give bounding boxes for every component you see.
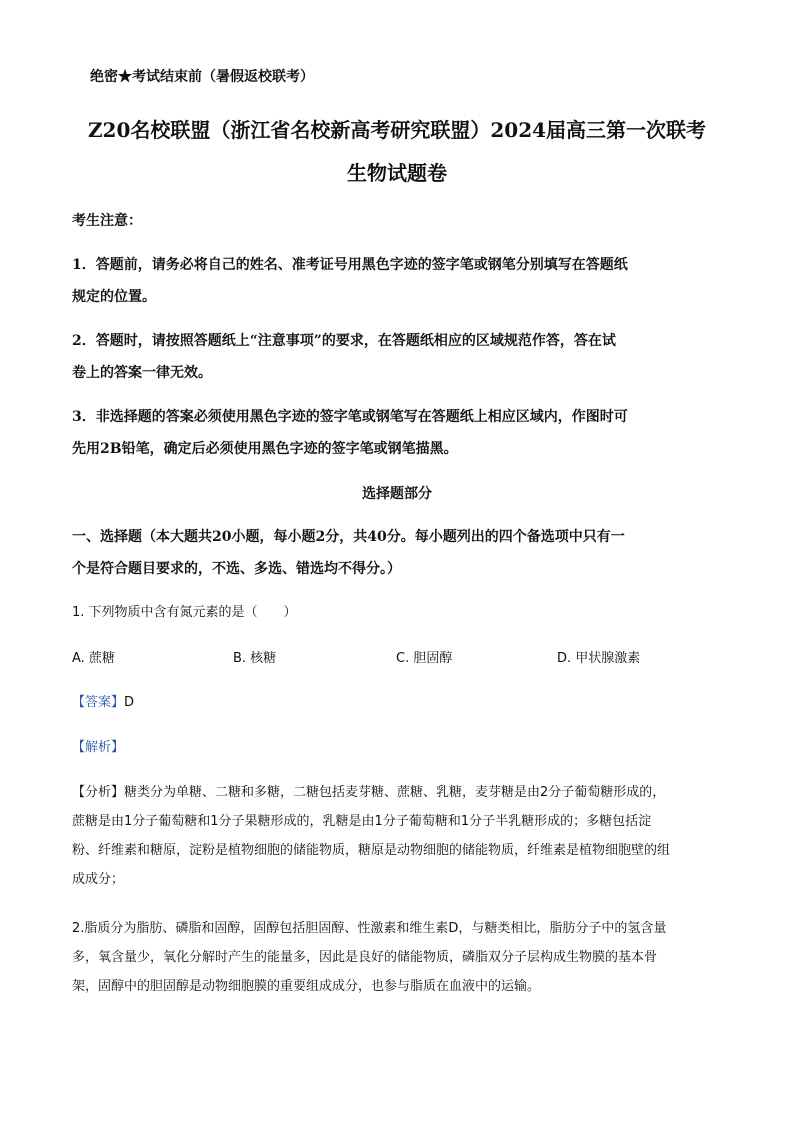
analysis-line-4: 成成分； [72, 872, 125, 887]
question-stem: 1. 下列物质中含有氮元素的是（ ） [72, 605, 297, 620]
option-b: B. 核糖 [233, 651, 277, 666]
notice-item-3-line-2: 先用2B铅笔，确定后必须使用黑色字迹的签字笔或钢笔描黑。 [72, 441, 458, 457]
notice-item-2-line-2: 卷上的答案一律无效。 [72, 365, 212, 381]
exam-subtitle: 生物试题卷 [347, 161, 447, 185]
analysis-line-2: 蔗糖是由1分子葡萄糖和1分子果糖形成的，乳糖是由1分子葡萄糖和1分子半乳糖形成的；多糖包括淀 [72, 814, 652, 829]
point2-line-2: 多，氧含量少，氧化分解时产生的能量多，因此是良好的储能物质，磷脂双分子层构成生物膜的基本骨 [72, 950, 658, 965]
analysis-line-3: 粉、纤维素和糖原，淀粉是植物细胞的储能物质，糖原是动物细胞的储能物质，纤维素是植物细胞壁的组 [72, 843, 671, 858]
notice-item-3-line-1: 3．非选择题的答案必须使用黑色字迹的签字笔或钢笔写在答题纸上相应区域内，作图时可 [72, 409, 628, 425]
notice-heading: 考生注意： [72, 213, 142, 229]
analysis-line-1: 【分析】糖类分为单糖、二糖和多糖，二糖包括麦芽糖、蔗糖、乳糖，麦芽糖是由2分子葡萄糖形成的， [72, 785, 666, 800]
section-instructions-line-1: 一、选择题（本大题共20小题，每小题2分，共40分。每小题列出的四个备选项中只有一 [72, 529, 625, 545]
analysis-tag: 【解析】 [72, 740, 125, 755]
answer-value: D [124, 695, 135, 710]
section-title: 选择题部分 [362, 486, 432, 502]
notice-item-2-line-1: 2．答题时，请按照答题纸上“注意事项”的要求，在答题纸相应的区域规范作答，答在试 [72, 333, 616, 349]
notice-item-1-line-2: 规定的位置。 [72, 289, 156, 305]
notice-item-1-line-1: 1．答题前，请务必将自己的姓名、准考证号用黑色字迹的签字笔或钢笔分别填写在答题纸 [72, 257, 628, 273]
section-instructions-line-2: 个是符合题目要求的，不选、多选、错选均不得分。） [72, 561, 401, 577]
secret-label: 绝密★考试结束前（暑假返校联考） [90, 69, 314, 85]
exam-title: Z20名校联盟（浙江省名校新高考研究联盟）2024届高三第一次联考 [87, 118, 707, 142]
option-c: C. 胆固醇 [396, 651, 453, 666]
point2-line-1: 2.脂质分为脂肪、磷脂和固醇，固醇包括胆固醇、性激素和维生素D，与糖类相比，脂肪分子中的氢含量 [72, 921, 667, 936]
point2-line-3: 架，固醇中的胆固醇是动物细胞膜的重要组成成分，也参与脂质在血液中的运输。 [72, 979, 541, 994]
answer-line [72, 691, 134, 710]
option-d: D. 甲状腺激素 [557, 651, 641, 666]
answer-tag: 【答案】 [72, 695, 125, 710]
option-a: A. 蔗糖 [72, 651, 115, 666]
